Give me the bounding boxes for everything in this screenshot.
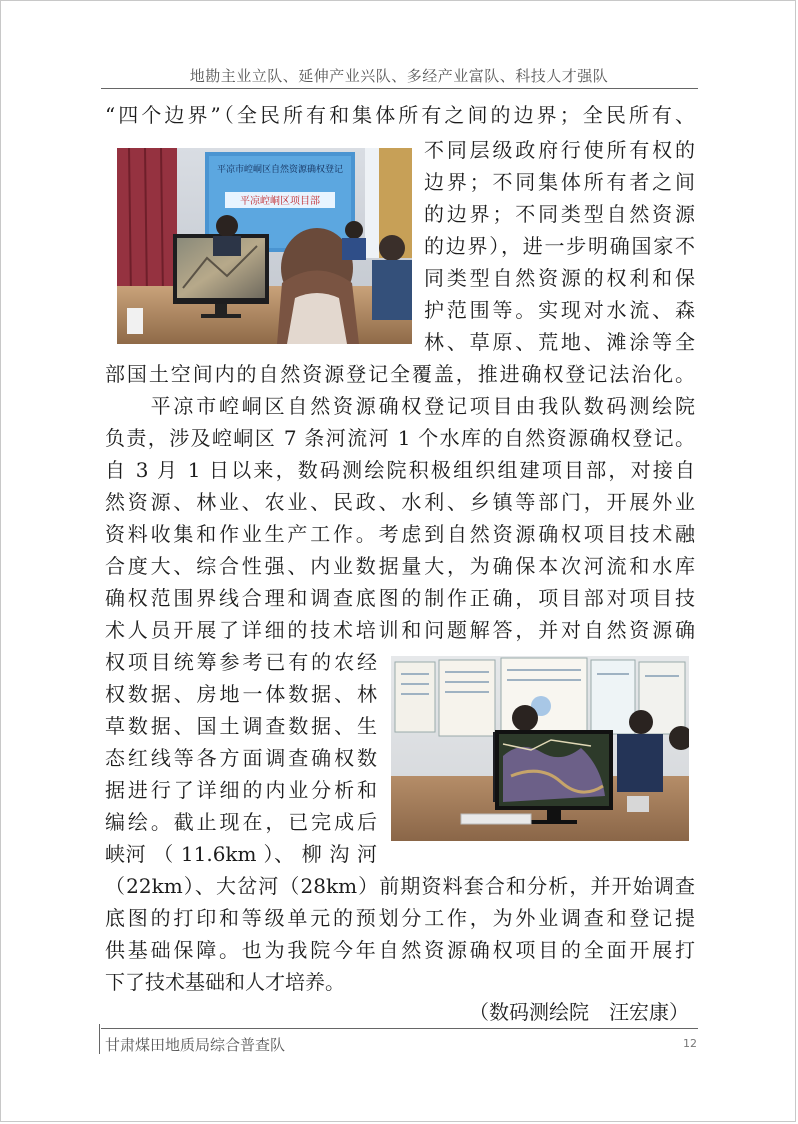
text-line: 然资源、林业、农业、民政、水利、乡镇等部门，开展外业 [105, 490, 695, 514]
text-line: 术人员开展了详细的技术培训和问题解答，并对自然资源确 [105, 618, 695, 642]
text-line: 平凉市崆峒区自然资源确权登记项目由我队数码测绘院 [105, 394, 695, 418]
text-line: 峡河 （ 11.6km ）、 柳 沟 河 [105, 842, 377, 866]
text-line: 自 3 月 1 日以来，数码测绘院积极组织组建项目部，对接自 [105, 458, 695, 482]
text-line: 编绘。截止现在，已完成后 [105, 810, 377, 834]
text-line: 资料收集和作业生产工作。考虑到自然资源确权项目技术融 [105, 522, 695, 546]
photo-training-room [117, 148, 412, 344]
text-line: 不同层级政府行使所有权的 [424, 138, 695, 162]
page-header: 地勘主业立队、延伸产业兴队、多经产业富队、科技人才强队 [189, 67, 609, 85]
text-line: 确权范围界线合理和调查底图的制作正确，项目部对项目技 [105, 586, 695, 610]
footer-divider [101, 1028, 698, 1029]
text-line: 同类型自然资源的权利和保 [424, 266, 695, 290]
footer-divider-tick [99, 1024, 100, 1054]
text-line: 据进行了详细的内业分析和 [105, 778, 377, 802]
text-line: 权项目统筹参考已有的农经 [105, 650, 377, 674]
text-line: 合度大、综合性强、内业数据量大，为确保本次河流和水库 [105, 554, 695, 578]
text-line: 草数据、国土调查数据、生 [105, 714, 377, 738]
screen-banner-line1: 平凉市崆峒区自然资源确权登记 [216, 165, 344, 175]
text-line: 底图的打印和等级单元的预划分工作，为外业调查和登记提 [105, 906, 695, 930]
text-line: 林、草原、荒地、滩涂等全 [424, 330, 695, 354]
text-line: 部国土空间内的自然资源登记全覆盖，推进确权登记法治化。 [105, 362, 695, 386]
text-line: 下了技术基础和人才培养。 [105, 970, 345, 994]
text-line: 供基础保障。也为我院今年自然资源确权项目的全面开展打 [105, 938, 695, 962]
text-line: 的边界；不同类型自然资源 [424, 202, 695, 226]
photo-map-workstation [391, 656, 689, 841]
text-line: （22km）、大岔河（28km）前期资料套合和分析，并开始调查 [105, 874, 695, 898]
footer-organization: 甘肃煤田地质局综合普查队 [105, 1036, 286, 1054]
page-number: 12 [683, 1037, 697, 1050]
author-signature: （数码测绘院 汪宏康） [469, 1000, 689, 1024]
text-line: 态红线等各方面调查确权数 [105, 746, 377, 770]
text-line: 的边界），进一步明确国家不 [424, 234, 695, 258]
text-line: 权数据、房地一体数据、林 [105, 682, 377, 706]
text-line: 护范围等。实现对水流、森 [424, 298, 695, 322]
text-line: 边界；不同集体所有者之间 [424, 170, 695, 194]
screen-banner-line2: 平凉崆峒区项目部 [240, 196, 320, 207]
text-line: “四个边界”（全民所有和集体所有之间的边界；全民所有、 [105, 103, 695, 127]
header-divider [101, 88, 698, 89]
text-line: 负责，涉及崆峒区 7 条河流河 1 个水库的自然资源确权登记。 [105, 426, 695, 450]
